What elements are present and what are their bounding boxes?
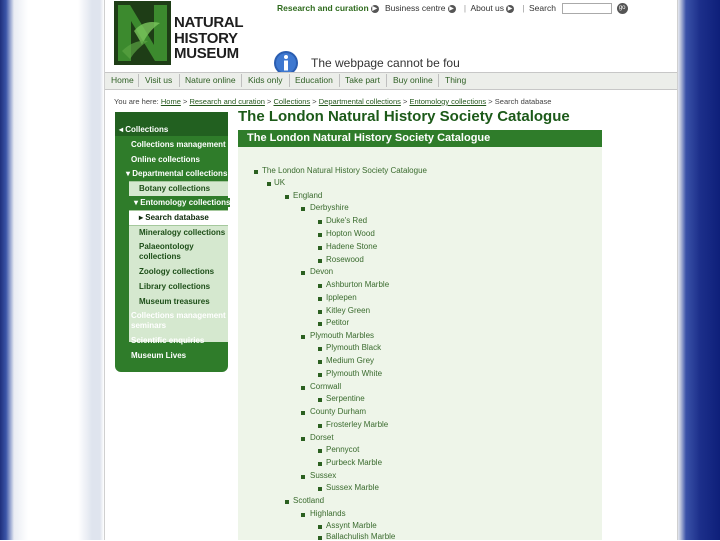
utility-nav xyxy=(277,3,628,14)
tree-bullet xyxy=(318,398,322,402)
tree-node-stone[interactable]: Ipplepen xyxy=(326,293,357,302)
nav-divider xyxy=(386,74,387,87)
nav-divider xyxy=(339,74,340,87)
tree-bullet xyxy=(318,259,322,263)
arrow-right-icon: ▶ xyxy=(449,5,454,12)
sidebar-item-mineralogy-collections[interactable]: Mineralogy collections xyxy=(139,228,226,237)
page-title: The London Natural History Society Catalogue xyxy=(238,108,570,125)
nav-divider xyxy=(438,74,439,87)
breadcrumb-link[interactable]: Home xyxy=(160,97,181,106)
tree-node-stone[interactable]: Purbeck Marble xyxy=(326,458,383,467)
tree-bullet xyxy=(318,462,322,466)
tree-bullet xyxy=(318,347,322,351)
breadcrumb-link[interactable]: Research and curation xyxy=(189,97,265,106)
breadcrumb-link[interactable]: Entomology collections xyxy=(409,97,487,106)
nav-nature-online[interactable]: Nature online xyxy=(185,75,236,85)
tree-bullet xyxy=(318,360,322,364)
arrow-right-icon: ▶ xyxy=(372,5,377,12)
tree-node-stone[interactable]: Medium Grey xyxy=(326,356,375,365)
panel-header xyxy=(238,130,602,147)
sidebar-item-botany-collections[interactable]: Botany collections xyxy=(139,184,211,193)
error-message: The webpage cannot be fou xyxy=(311,56,460,70)
tree-node-stone[interactable]: Assynt Marble xyxy=(326,521,377,530)
breadcrumb-separator: > xyxy=(488,97,493,106)
nav-divider xyxy=(138,74,139,87)
sidebar-item-collections-management-seminars[interactable]: Collections management seminars xyxy=(131,311,226,330)
breadcrumb-separator: > xyxy=(312,97,317,106)
tree-bullet xyxy=(318,449,322,453)
tree-node-stone[interactable]: Sussex Marble xyxy=(326,483,379,492)
tree-bullet xyxy=(301,411,305,415)
tree-bullet xyxy=(301,207,305,211)
tree-bullet xyxy=(318,322,322,326)
breadcrumb-link[interactable]: Departmental collections xyxy=(318,97,401,106)
tree-node-stone[interactable]: Hadene Stone xyxy=(326,242,378,251)
nav-divider xyxy=(179,74,180,87)
nhm-logo-icon[interactable] xyxy=(114,1,171,65)
tree-node-county[interactable]: Dorset xyxy=(310,433,334,442)
tree-bullet xyxy=(267,182,271,186)
panel-title: The London Natural History Society Catalogue xyxy=(247,132,491,144)
separator: | xyxy=(463,3,467,13)
sidebar xyxy=(115,112,231,372)
tree-bullet xyxy=(318,424,322,428)
sidebar-item-online-collections[interactable]: Online collections xyxy=(131,155,200,164)
sidebar-item-entomology-collections[interactable]: ▾ Entomology collections xyxy=(134,198,231,207)
logo-line: NATURAL xyxy=(174,14,244,31)
tree-bullet xyxy=(285,500,289,504)
sidebar-item-search-database[interactable]: ▸ Search database xyxy=(139,213,209,222)
nav-take-part[interactable]: Take part xyxy=(345,75,380,85)
breadcrumb-separator: > xyxy=(182,97,188,106)
logo-line: MUSEUM xyxy=(174,45,239,62)
tree-node-stone[interactable]: Frosterley Marble xyxy=(326,420,389,429)
sidebar-item-palaeontology-collections[interactable]: Palaeontology collections xyxy=(139,242,194,261)
sidebar-item-collections-management[interactable]: Collections management xyxy=(131,140,226,149)
tree-node-england[interactable]: England xyxy=(293,191,323,200)
tree-bullet xyxy=(318,233,322,237)
tree-node-stone[interactable]: Rosewood xyxy=(326,255,364,264)
tree-node-uk[interactable]: UK xyxy=(274,178,286,187)
tree-bullet xyxy=(254,170,258,174)
sidebar-item-zoology-collections[interactable]: Zoology collections xyxy=(139,267,215,276)
tree-node-stone[interactable]: Hopton Wood xyxy=(326,229,375,238)
nav-visit-us[interactable]: Visit us xyxy=(145,75,173,85)
search-input[interactable] xyxy=(562,3,612,14)
tree-bullet xyxy=(318,525,322,529)
tree-bullet xyxy=(285,195,289,199)
breadcrumb xyxy=(114,97,551,106)
catalogue-tree-panel xyxy=(238,147,602,540)
nav-thing[interactable]: Thing xyxy=(445,75,467,85)
tree-bullet xyxy=(318,246,322,250)
tree-node-stone[interactable]: Ballachulish Marble xyxy=(326,532,396,541)
tree-node-scotland[interactable]: Scotland xyxy=(293,496,325,505)
tree-bullet xyxy=(318,373,322,377)
sidebar-item-departmental-collections[interactable]: ▾ Departmental collections xyxy=(126,169,228,178)
tree-bullet xyxy=(301,475,305,479)
top-nav xyxy=(105,72,677,90)
tree-bullet xyxy=(318,284,322,288)
breadcrumb-prefix: You are here: xyxy=(114,97,159,106)
tree-node-stone[interactable]: Duke's Red xyxy=(326,216,368,225)
tree-node-stone[interactable]: Ashburton Marble xyxy=(326,280,390,289)
sidebar-item-library-collections[interactable]: Library collections xyxy=(139,282,211,291)
utility-link-research[interactable]: Research and curation ▶ xyxy=(277,3,377,13)
breadcrumb-separator: > xyxy=(267,97,272,106)
tree-bullet xyxy=(301,335,305,339)
tree-node-stone[interactable]: Kitley Green xyxy=(326,306,371,315)
chevron-left-icon: ◂ xyxy=(119,125,124,134)
utility-link-business[interactable]: Business centre ▶ xyxy=(385,3,454,13)
tree-node-county[interactable]: Derbyshire xyxy=(310,203,349,212)
tree-bullet xyxy=(301,437,305,441)
utility-link-about[interactable]: About us ▶ xyxy=(470,3,513,13)
tree-node-stone[interactable]: Petitor xyxy=(326,318,350,327)
tree-node-county[interactable]: Cornwall xyxy=(310,382,342,391)
tree-node-stone[interactable]: Serpentine xyxy=(326,394,365,403)
search-label: Search xyxy=(529,3,556,13)
logo-wordmark[interactable] xyxy=(174,15,243,62)
tree-node-stone[interactable]: Pennycot xyxy=(326,445,360,454)
triangle-right-icon: ▸ xyxy=(139,213,144,222)
sidebar-item-museum-treasures[interactable]: Museum treasures xyxy=(139,297,210,306)
tree-bullet xyxy=(318,487,322,491)
tree-node-root[interactable]: The London Natural History Society Catalogue xyxy=(262,166,427,175)
tree-node-county[interactable]: Plymouth Marbles xyxy=(310,331,375,340)
triangle-down-icon: ▾ xyxy=(126,169,131,178)
triangle-down-icon: ▾ xyxy=(134,198,139,207)
tree-bullet xyxy=(318,220,322,224)
tree-bullet xyxy=(301,386,305,390)
browser-page xyxy=(104,0,678,540)
tree-bullet xyxy=(318,536,322,540)
arrow-right-icon: ▶ xyxy=(507,5,513,12)
tree-bullet xyxy=(318,310,322,314)
breadcrumb-current: Search database xyxy=(494,97,552,106)
breadcrumb-separator: > xyxy=(402,97,408,106)
nav-education[interactable]: Education xyxy=(295,75,333,85)
tree-bullet xyxy=(301,513,305,517)
tree-node-county[interactable]: County Durham xyxy=(310,407,367,416)
nav-divider xyxy=(241,74,242,87)
nav-kids-only[interactable]: Kids only xyxy=(248,75,283,85)
tree-node-county[interactable]: Sussex xyxy=(310,471,337,480)
nav-home[interactable]: Home xyxy=(111,75,134,85)
tree-bullet xyxy=(301,271,305,275)
breadcrumb-link[interactable]: Collections xyxy=(273,97,311,106)
tree-node-stone[interactable]: Plymouth White xyxy=(326,369,383,378)
sidebar-item-museum-lives[interactable]: Museum Lives xyxy=(131,351,187,360)
logo-line: HISTORY xyxy=(174,29,238,47)
tree-node-stone[interactable]: Plymouth Black xyxy=(326,343,382,352)
tree-bullet xyxy=(318,297,322,301)
nav-divider xyxy=(289,74,290,87)
sidebar-item-scientific-enquiries[interactable]: Scientific enquiries xyxy=(131,336,205,345)
sidebar-item-collections[interactable]: ◂ Collections xyxy=(119,125,169,134)
separator: | xyxy=(522,3,525,13)
nav-buy-online[interactable]: Buy online xyxy=(393,75,433,85)
tree-node-county[interactable]: Devon xyxy=(310,267,334,276)
search-go-button[interactable]: go xyxy=(617,3,628,14)
tree-node-county[interactable]: Highlands xyxy=(310,509,346,518)
